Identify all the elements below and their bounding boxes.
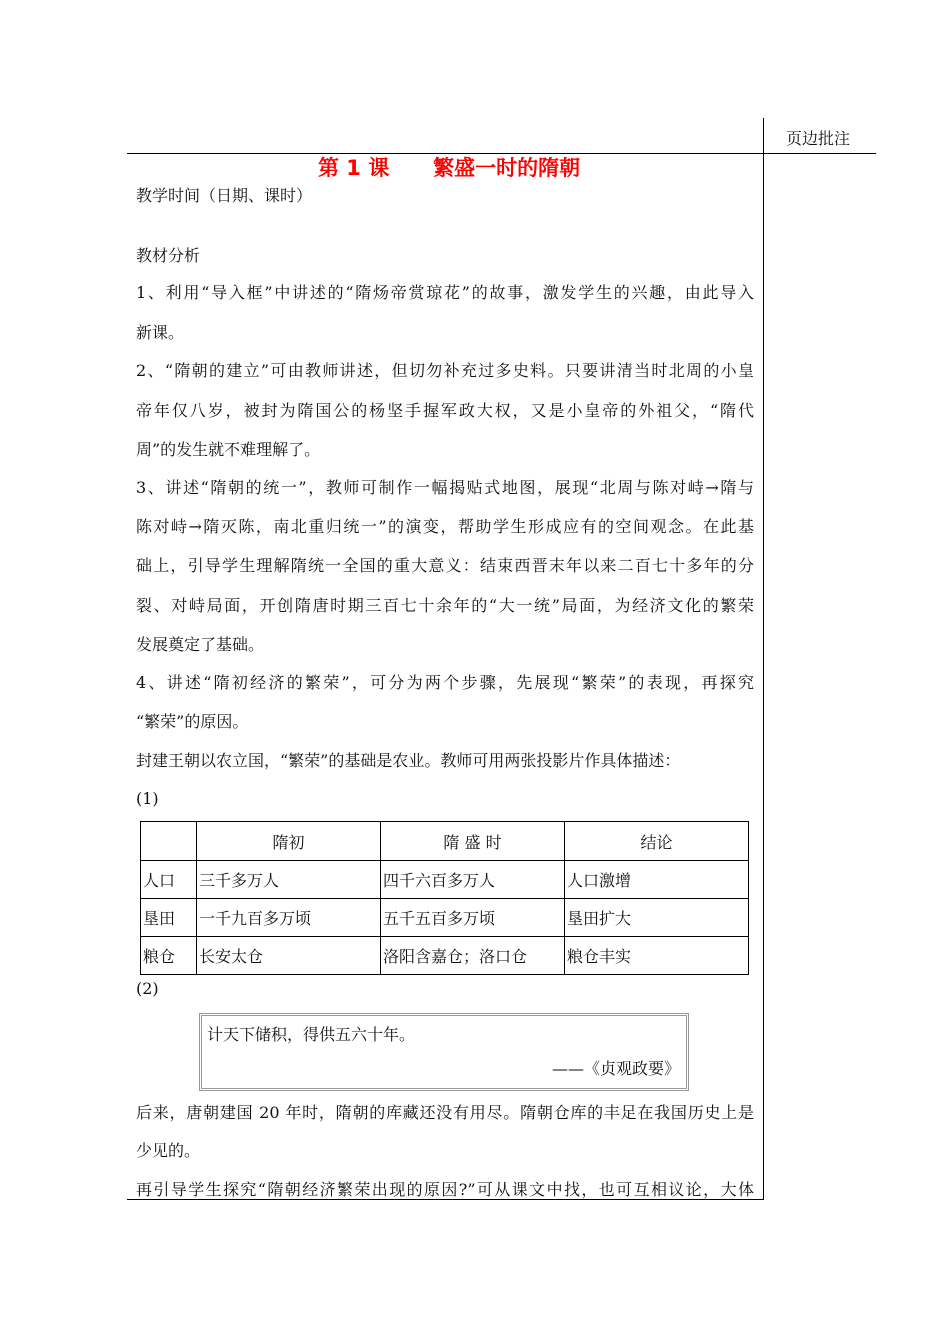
table-cell: 四千六百多万人 [381,861,565,899]
paragraph-line: 3、讲述“隋朝的统一”，教师可制作一幅揭贴式地图，展现“北周与陈对峙→隋与 [136,478,754,497]
table-header-cell: 结论 [565,822,749,861]
paragraph-line: 少见的。 [136,1141,201,1160]
table-cell: 一千九百多万顷 [197,899,381,937]
paragraph-line: 封建王朝以农立国，“繁荣”的基础是农业。教师可用两张投影片作具体描述： [136,751,681,770]
paragraph-line: 后来，唐朝建国 20 年时，隋朝的库藏还没有用尽。隋朝仓库的丰足在我国历史上是 [136,1103,754,1122]
paragraph-line: 2、“隋朝的建立”可由教师讲述，但切勿补充过多史料。只要讲清当时北周的小皇 [136,361,754,380]
quote-source: ——《贞观政要》 [551,1059,680,1078]
table-header-cell [141,822,197,861]
table-row [141,899,749,937]
quote-box [199,1013,689,1091]
teaching-time-label: 教学时间（日期、课时） [136,186,313,205]
quote-text: 计天下储积，得供五六十年。 [207,1025,416,1044]
paragraph-line: 4、讲述“隋初经济的繁荣”，可分为两个步骤，先展现“繁荣”的表现，再探究 [136,673,754,692]
paragraph-line: 1、利用“导入框”中讲述的“隋炀帝赏琼花”的故事，激发学生的兴趣，由此导入 [136,283,754,302]
paragraph-line: 帝年仅八岁，被封为隋国公的杨坚手握军政大权，又是小皇帝的外祖父，“隋代 [136,401,754,420]
table-cell: 长安太仓 [197,937,381,975]
table-row [141,937,749,975]
item-label: (1) [136,789,159,808]
section-heading: 教材分析 [136,246,201,265]
table-cell: 粮仓 [141,937,197,975]
table-cell: 五千五百多万顷 [381,899,565,937]
table-cell: 三千多万人 [197,861,381,899]
margin-divider [763,118,764,1200]
paragraph-line: 裂、对峙局面，开创隋唐时期三百七十余年的“大一统”局面，为经济文化的繁荣 [136,596,754,615]
paragraph-line: 发展奠定了基础。 [136,635,265,654]
table-cell: 人口 [141,861,197,899]
paragraph-line: “繁荣”的原因。 [136,712,249,731]
paragraph-line: 再引导学生探究“隋朝经济繁荣出现的原因?”可从课文中找，也可互相议论，大体 [136,1180,754,1199]
table-cell: 洛阳含嘉仓；洛口仓 [381,937,565,975]
margin-notes-label: 页边批注 [786,129,851,148]
table-cell: 垦田扩大 [565,899,749,937]
paragraph-line: 陈对峙→隋灭陈，南北重归统一”的演变，帮助学生形成应有的空间观念。在此基 [136,517,754,536]
table-header-cell: 隋 盛 时 [381,822,565,861]
table-cell: 人口激增 [565,861,749,899]
table-row [141,861,749,899]
table-header-cell: 隋初 [197,822,381,861]
item-label: (2) [136,979,159,998]
table-header-row [141,822,749,861]
lesson-title: 第 1 课 繁盛一时的隋朝 [318,156,581,180]
table-cell: 垦田 [141,899,197,937]
paragraph-line: 础上，引导学生理解隋统一全国的重大意义：结束西晋末年以来二百七十多年的分 [136,556,754,575]
comparison-table [140,821,749,975]
table-cell: 粮仓丰实 [565,937,749,975]
paragraph-line: 新课。 [136,323,185,342]
paragraph-line: 周”的发生就不难理解了。 [136,440,321,459]
